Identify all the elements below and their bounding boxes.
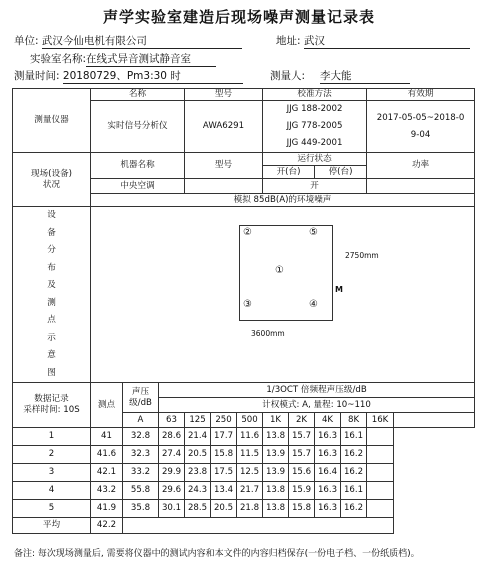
diagram-row-label bbox=[13, 207, 91, 383]
data-label-2: 采样时间: 10S bbox=[23, 405, 80, 415]
row-a: 41.6 bbox=[91, 446, 123, 464]
record-table bbox=[12, 88, 475, 534]
machine-marker: M bbox=[335, 285, 343, 294]
equipment-on-label: 开(台) bbox=[263, 166, 315, 179]
point-5: ⑤ bbox=[309, 227, 318, 238]
row-band-value: 33.2 bbox=[123, 464, 159, 482]
lab-value: 在线式异音测试静音室 bbox=[86, 51, 216, 67]
row-spare bbox=[367, 464, 394, 482]
equipment-power-cell bbox=[367, 179, 475, 194]
row-band-value: 15.6 bbox=[289, 464, 315, 482]
row-band-value: 21.4 bbox=[185, 428, 211, 446]
diagram-cell bbox=[91, 207, 475, 383]
freq-16k: 16K bbox=[367, 413, 394, 428]
row-band-value: 15.7 bbox=[289, 446, 315, 464]
average-label: 平均 bbox=[13, 518, 91, 534]
valid-line-1: 2017-05-05~2018-0 bbox=[376, 112, 465, 123]
row-band-value: 32.8 bbox=[123, 428, 159, 446]
freq-2k: 2K bbox=[289, 413, 315, 428]
row-spare bbox=[367, 446, 394, 464]
row-band-value: 15.9 bbox=[289, 482, 315, 500]
row-band-value: 16.2 bbox=[341, 500, 367, 518]
average-empty bbox=[123, 518, 394, 534]
freq-1k: 1K bbox=[263, 413, 289, 428]
method-2: JJG 778-2005 bbox=[286, 121, 343, 131]
row-band-value: 13.8 bbox=[263, 482, 289, 500]
method-3: JJG 449-2001 bbox=[286, 138, 343, 148]
equipment-state: 开 bbox=[263, 179, 367, 194]
equipment-model-cell bbox=[185, 179, 263, 194]
person-label: 测量人: bbox=[270, 70, 306, 82]
instrument-name: 实时信号分析仪 bbox=[91, 101, 185, 153]
row-band-value: 16.2 bbox=[341, 464, 367, 482]
row-band-value: 24.3 bbox=[185, 482, 211, 500]
row-a: 42.1 bbox=[91, 464, 123, 482]
instrument-col-name: 名称 bbox=[91, 89, 185, 101]
valid-line-2: 9-04 bbox=[410, 129, 431, 140]
point-2: ② bbox=[243, 227, 252, 238]
row-spare bbox=[367, 428, 394, 446]
row-band-value: 12.5 bbox=[237, 464, 263, 482]
average-row bbox=[13, 518, 475, 534]
equipment-off-label: 停(台) bbox=[315, 166, 367, 179]
row-band-value: 13.4 bbox=[211, 482, 237, 500]
address-label: 地址: bbox=[276, 35, 301, 47]
data-label-1: 数据记录 bbox=[34, 394, 69, 405]
time-line bbox=[14, 68, 470, 84]
row-band-value: 28.5 bbox=[185, 500, 211, 518]
unit-line bbox=[14, 33, 470, 49]
row-a: 43.2 bbox=[91, 482, 123, 500]
point-1: ① bbox=[275, 265, 284, 276]
row-band-value: 11.5 bbox=[237, 446, 263, 464]
lab-label: 实验室名称: bbox=[30, 53, 87, 65]
row-band-value: 29.6 bbox=[159, 482, 185, 500]
row-a: 41.9 bbox=[91, 500, 123, 518]
row-point: 5 bbox=[13, 500, 91, 518]
row-band-value: 16.4 bbox=[315, 464, 341, 482]
row-a: 41 bbox=[91, 428, 123, 446]
row-band-value: 16.1 bbox=[341, 482, 367, 500]
lab-line bbox=[30, 51, 216, 67]
row-band-value: 16.2 bbox=[341, 446, 367, 464]
table-row bbox=[13, 446, 475, 464]
row-band-value: 13.9 bbox=[263, 464, 289, 482]
row-point: 4 bbox=[13, 482, 91, 500]
freq-spare bbox=[394, 413, 475, 428]
row-band-value: 17.5 bbox=[211, 464, 237, 482]
unit-value: 武汉今仙电机有限公司 bbox=[42, 33, 242, 49]
row-band-value: 28.6 bbox=[159, 428, 185, 446]
col-a: A bbox=[123, 413, 159, 428]
page-title: 声学实验室建造后现场噪声测量记录表 bbox=[102, 8, 375, 26]
average-value: 42.2 bbox=[91, 518, 123, 534]
room-outline bbox=[239, 225, 333, 321]
equipment-label-2: 状况 bbox=[42, 179, 61, 190]
room-layout-diagram bbox=[91, 207, 474, 373]
time-label: 测量时间: bbox=[14, 70, 60, 82]
point-3: ③ bbox=[243, 299, 252, 310]
row-band-value: 16.3 bbox=[315, 446, 341, 464]
unit-label: 单位: bbox=[14, 35, 39, 47]
method-1: JJG 188-2002 bbox=[286, 104, 343, 114]
row-band-value: 16.3 bbox=[315, 500, 341, 518]
row-band-value: 27.4 bbox=[159, 446, 185, 464]
col-band-mode: 计权模式: A, 量程: 10~110 bbox=[159, 398, 475, 413]
instrument-col-method: 校准方法 bbox=[263, 89, 367, 101]
row-band-value: 20.5 bbox=[185, 446, 211, 464]
instrument-methods bbox=[263, 101, 367, 153]
row-band-value: 23.8 bbox=[185, 464, 211, 482]
col-point: 测点 bbox=[91, 383, 123, 428]
row-point: 3 bbox=[13, 464, 91, 482]
row-spare bbox=[367, 482, 394, 500]
instrument-model: AWA6291 bbox=[185, 101, 263, 153]
row-band-value: 29.9 bbox=[159, 464, 185, 482]
table-row bbox=[13, 500, 475, 518]
time-value: 20180729、Pm3:30 时 bbox=[63, 68, 243, 84]
row-band-value: 20.5 bbox=[211, 500, 237, 518]
table-row bbox=[13, 482, 475, 500]
row-spare bbox=[367, 500, 394, 518]
equipment-col-power: 功率 bbox=[367, 153, 475, 179]
row-band-value: 17.7 bbox=[211, 428, 237, 446]
diagram-vertical-label: 设 备 分 布 及 测 点 示 意 图 bbox=[47, 210, 56, 378]
equipment-col-name: 机器名称 bbox=[91, 153, 185, 179]
person-value: 李大能 bbox=[320, 68, 410, 84]
equipment-row-label bbox=[13, 153, 91, 207]
row-point: 1 bbox=[13, 428, 91, 446]
equipment-col-state: 运行状态 bbox=[263, 153, 367, 166]
instrument-valid bbox=[367, 101, 475, 153]
row-band-value: 16.1 bbox=[341, 428, 367, 446]
equipment-machine: 中央空调 bbox=[91, 179, 185, 194]
freq-250: 250 bbox=[211, 413, 237, 428]
row-band-value: 11.6 bbox=[237, 428, 263, 446]
instrument-col-model: 型号 bbox=[185, 89, 263, 101]
freq-63: 63 bbox=[159, 413, 185, 428]
row-band-value: 21.7 bbox=[237, 482, 263, 500]
row-band-value: 55.8 bbox=[123, 482, 159, 500]
row-band-value: 13.8 bbox=[263, 428, 289, 446]
row-band-value: 15.7 bbox=[289, 428, 315, 446]
freq-4k: 4K bbox=[315, 413, 341, 428]
row-band-value: 13.8 bbox=[263, 500, 289, 518]
col-spl: 声压 级/dB bbox=[123, 383, 159, 413]
equipment-label-1: 现场(设备) bbox=[30, 168, 73, 179]
row-band-value: 35.8 bbox=[123, 500, 159, 518]
row-band-value: 15.8 bbox=[289, 500, 315, 518]
dimension-width: 3600mm bbox=[251, 329, 285, 338]
row-point: 2 bbox=[13, 446, 91, 464]
freq-125: 125 bbox=[185, 413, 211, 428]
data-row-label bbox=[13, 383, 91, 428]
row-band-value: 15.8 bbox=[211, 446, 237, 464]
freq-8k: 8K bbox=[341, 413, 367, 428]
address-value: 武汉 bbox=[304, 33, 470, 49]
table-row bbox=[13, 464, 475, 482]
row-band-value: 32.3 bbox=[123, 446, 159, 464]
col-band-title: 1/3OCT 倍频程声压级/dB bbox=[159, 383, 475, 398]
dimension-height: 2750mm bbox=[345, 251, 379, 260]
footer-note: 备注: 每次现场测量后, 需要将仪器中的测试内容和本文件的内容归档保存(一份电子档、一份纸质档)。 bbox=[14, 549, 420, 559]
row-band-value: 16.3 bbox=[315, 482, 341, 500]
table-row bbox=[13, 428, 475, 446]
row-band-value: 30.1 bbox=[159, 500, 185, 518]
row-band-value: 21.8 bbox=[237, 500, 263, 518]
instrument-col-valid: 有效期 bbox=[367, 89, 475, 101]
freq-500: 500 bbox=[237, 413, 263, 428]
row-band-value: 16.3 bbox=[315, 428, 341, 446]
row-band-value: 13.9 bbox=[263, 446, 289, 464]
point-4: ④ bbox=[309, 299, 318, 310]
environment-note: 模拟 85dB(A)的环境噪声 bbox=[91, 194, 475, 207]
equipment-col-model: 型号 bbox=[185, 153, 263, 179]
instrument-row-label: 测量仪器 bbox=[13, 89, 91, 153]
